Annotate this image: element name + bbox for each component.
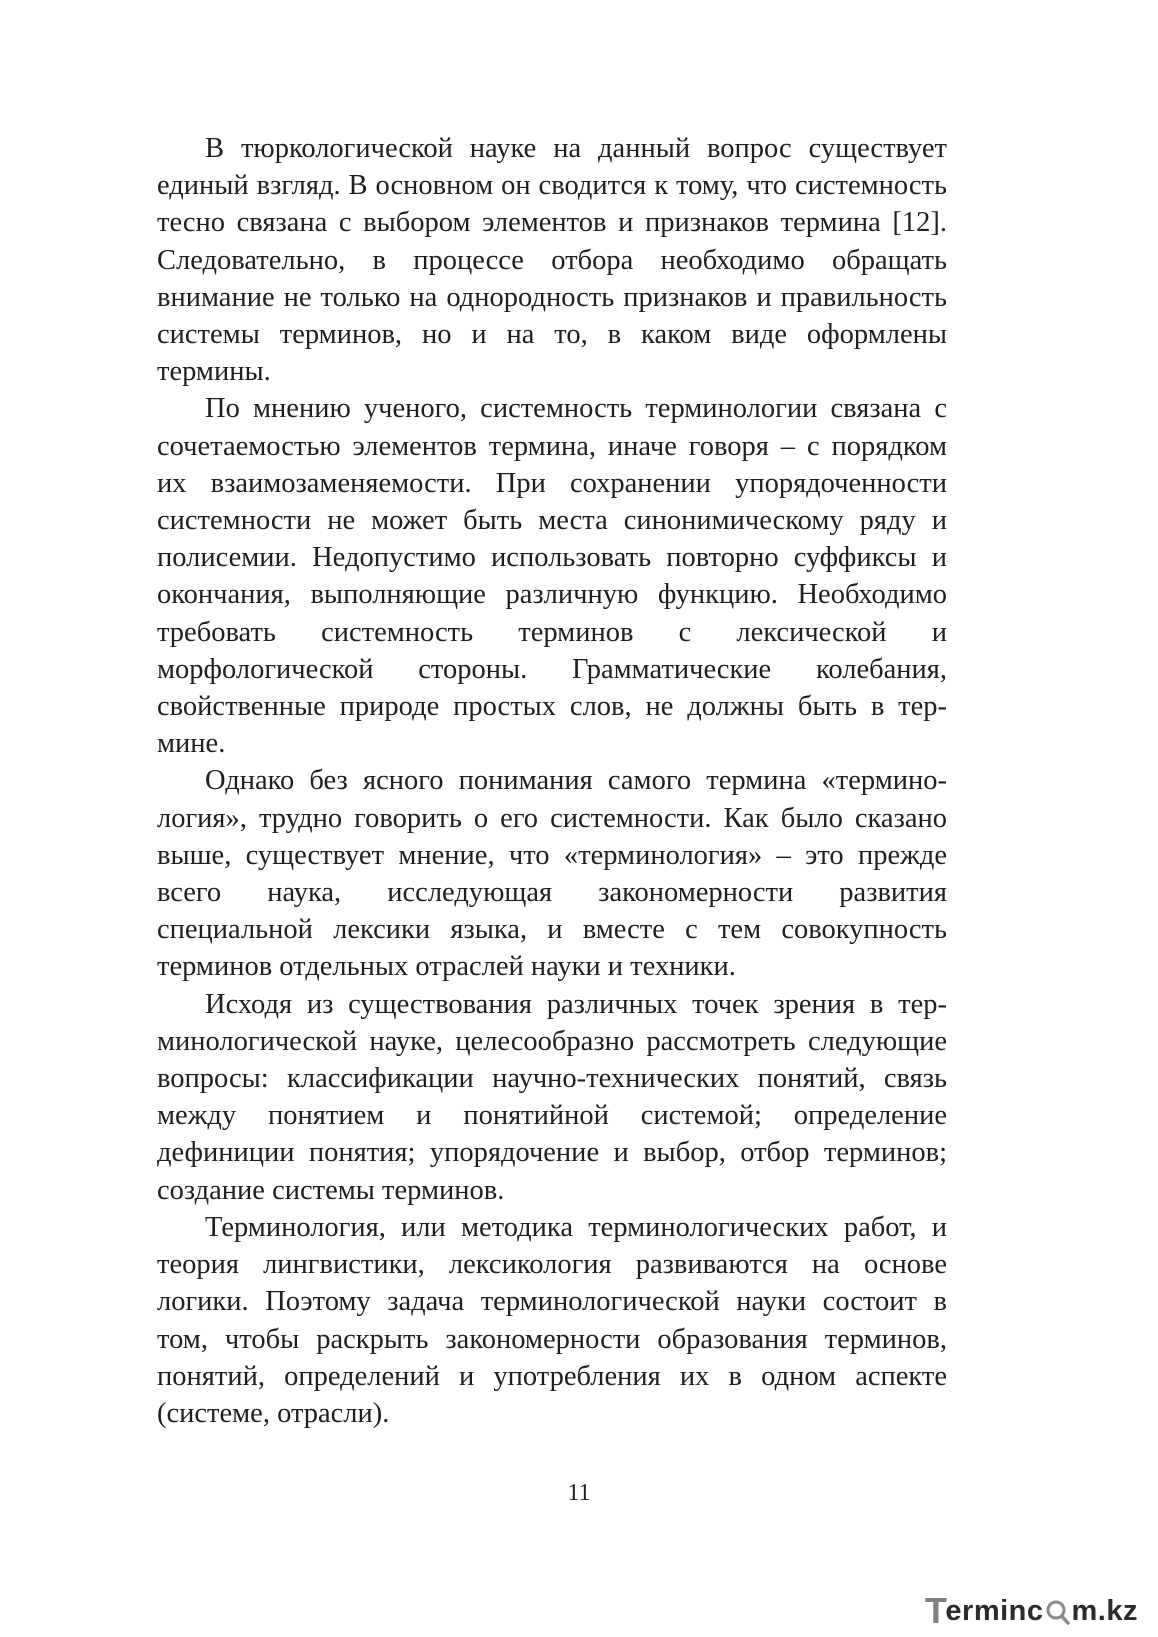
page-number: 11 [567, 1480, 591, 1506]
watermark-first-letter: T [924, 1590, 948, 1631]
body-text [157, 130, 947, 1432]
watermark-text-part2: m.kz [1071, 1594, 1138, 1627]
paragraph-5: Терминология, или методика терминологических работ, и теория лингвистики, лексикология развиваются на основе логики. Поэтому задача терминологической науки состоит в том, чтобы раскрыть закономерности образования терминов, понятий, определений и употребления их в одном аспекте (системе, отрасли). [157, 1211, 947, 1429]
paragraph-2: По мнению ученого, системность терминологии связана с сочетаемостью элементов термина, иначе говоря – с порядком их взаимозаменяемости. При сохранении упорядоченности системности не может быть места синонимическому ряду и полисемии. Недопустимо использовать повторно суффиксы и окончания, выполняющие различную функцию. Необходимо требовать системность терминов с лексической и морфологической стороны. Грамматические колебания, свойственные природе простых слов, не должны быть в термине. [157, 393, 947, 760]
paragraph-4: Исходя из существования различных точек зрения в терминологической науке, целесообразно рассмотреть следующие вопросы: классификации научно-технических понятий, связь между понятием и понятийной системой; определение дефиниции понятия; упорядочение и выбор, отбор терминов; создание системы терминов. [157, 988, 947, 1206]
paragraph-1: В тюркологической науке на данный вопрос существует единый взгляд. В основном он сводится к тому, что системность тесно связана с выбором элементов и признаков термина [12]. Следовательно, в процессе отбора необходимо обращать внимание не только на однородность признаков и правильность системы терминов, но и на то, в каком виде оформлены термины. [157, 133, 947, 388]
watermark-text-part1: erminc [945, 1594, 1044, 1627]
watermark-logo [925, 1592, 1138, 1630]
magnifier-icon [1045, 1596, 1071, 1626]
paragraph-3: Однако без ясного понимания самого термина «терминология», трудно говорить о его системности. Как было сказано выше, существует мнение, что «терминология» – это прежде всего наука, исследующая закономерности развития специальной лексики языка, и вместе с тем совокупность терминов отдельных отраслей науки и техники. [157, 765, 947, 983]
